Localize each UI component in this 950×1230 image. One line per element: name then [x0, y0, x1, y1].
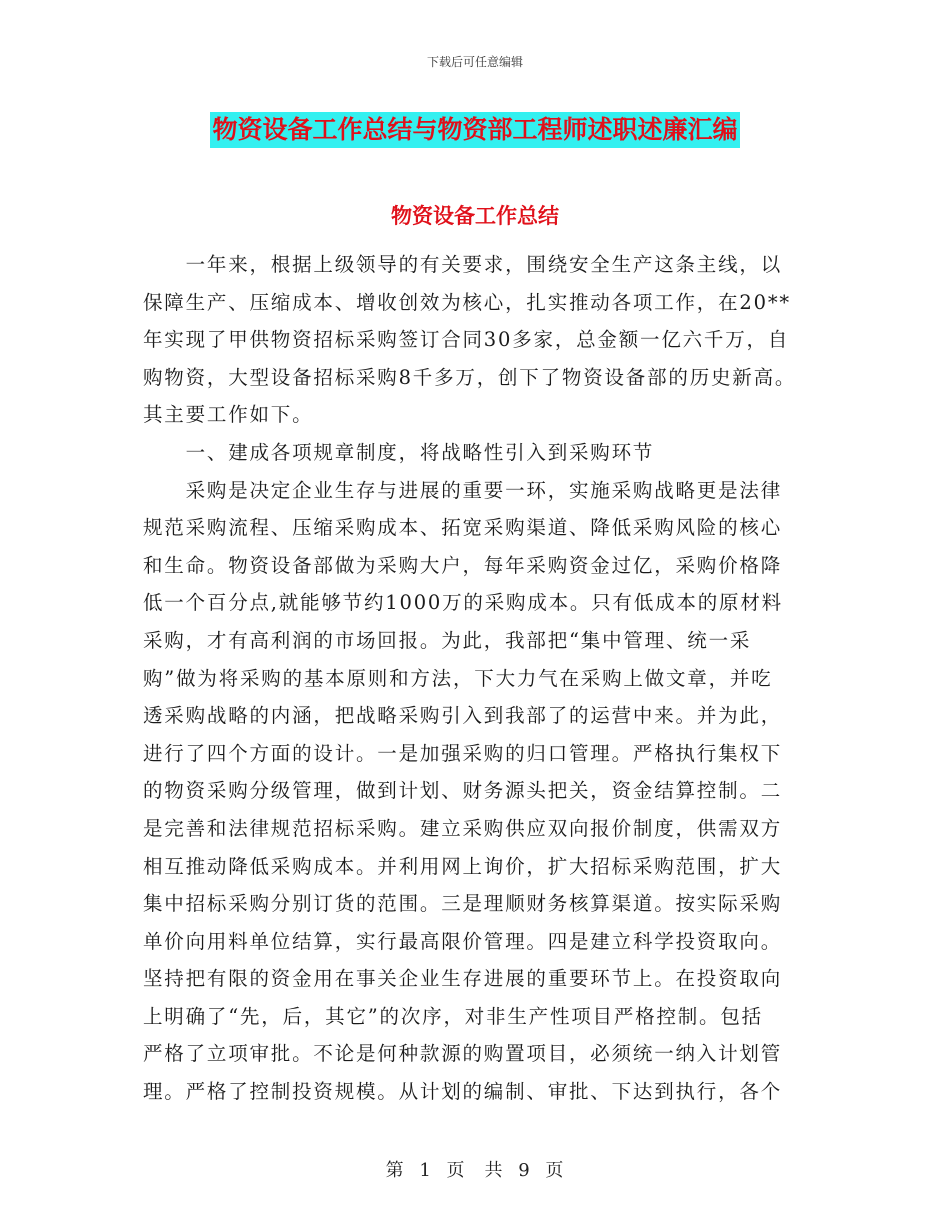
text-line: 购”做为将采购的基本原则和方法，下大力气在采购上做文章，并吃	[143, 666, 773, 690]
page-number: 1	[419, 1160, 432, 1181]
document-title: 物资设备工作总结与物资部工程师述职述廉汇编	[210, 112, 739, 148]
text-line: 和生命。物资设备部做为采购大户，每年采购资金过亿，采购价格降	[143, 553, 783, 577]
body-text	[143, 246, 813, 1111]
page-label-post: 页	[545, 1160, 565, 1181]
text-line: 年实现了甲供物资招标采购签订合同30多家，总金额一亿六千万，自	[143, 328, 790, 352]
text-line: 透采购战略的内涵，把战略采购引入到我部了的运营中来。并为此，	[143, 704, 783, 728]
text-line: 规范采购流程、压缩采购成本、拓宽采购渠道、降低采购风险的核心	[143, 516, 783, 540]
text-line: 严格了立项审批。不论是何种款源的购置项目，必须统一纳入计划管	[143, 1042, 783, 1066]
text-line: 坚持把有限的资金用在事关企业生存进展的重要环节上。在投资取向	[143, 967, 783, 991]
text-line: 采购，才有高利润的市场回报。为此，我部把“集中管理、统一采	[143, 628, 752, 652]
page-label-mid: 页 共	[446, 1160, 504, 1181]
text-line: 集中招标采购分别订货的范围。三是理顺财务核算渠道。按实际采购	[143, 892, 783, 916]
page-total: 9	[518, 1160, 531, 1181]
document-body	[143, 246, 813, 1111]
text-line: 低一个百分点,就能够节约1000万的采购成本。只有低成本的原材料	[143, 591, 783, 615]
section-title: 物资设备工作总结	[391, 203, 559, 228]
page-label-pre: 第	[385, 1160, 405, 1181]
text-line: 相互推动降低采购成本。并利用网上询价，扩大招标采购范围，扩大	[143, 854, 783, 878]
text-line: 的物资采购分级管理，做到计划、财务源头把关，资金结算控制。二	[143, 779, 783, 803]
text-line: 一年来，根据上级领导的有关要求，围绕安全生产这条主线，以	[143, 253, 783, 276]
text-line: 其主要工作如下。	[143, 403, 314, 427]
text-line: 是完善和法律规范招标采购。建立采购供应双向报价制度，供需双方	[143, 816, 783, 840]
text-line: 一、建成各项规章制度，将战略性引入到采购环节	[143, 440, 655, 464]
text-line: 单价向用料单位结算，实行最高限价管理。四是建立科学投资取向。	[143, 929, 783, 953]
text-line: 上明确了“先，后，其它”的次序，对非生产性项目严格控制。包括	[143, 1004, 763, 1028]
document-title-wrap	[0, 112, 950, 148]
text-line: 理。严格了控制投资规模。从计划的编制、审批、下达到执行，各个	[143, 1080, 783, 1104]
page-footer	[0, 1156, 950, 1182]
text-line: 保障生产、压缩成本、增收创效为核心，扎实推动各项工作，在20**	[143, 290, 791, 314]
text-line: 进行了四个方面的设计。一是加强采购的归口管理。严格执行集权下	[143, 741, 783, 765]
header-note: 下载后可任意编辑	[426, 55, 523, 69]
text-line: 购物资，大型设备招标采购8千多万，创下了物资设备部的历史新高。	[143, 365, 797, 389]
text-line: 采购是决定企业生存与进展的重要一环，实施采购战略更是法律	[143, 478, 783, 502]
